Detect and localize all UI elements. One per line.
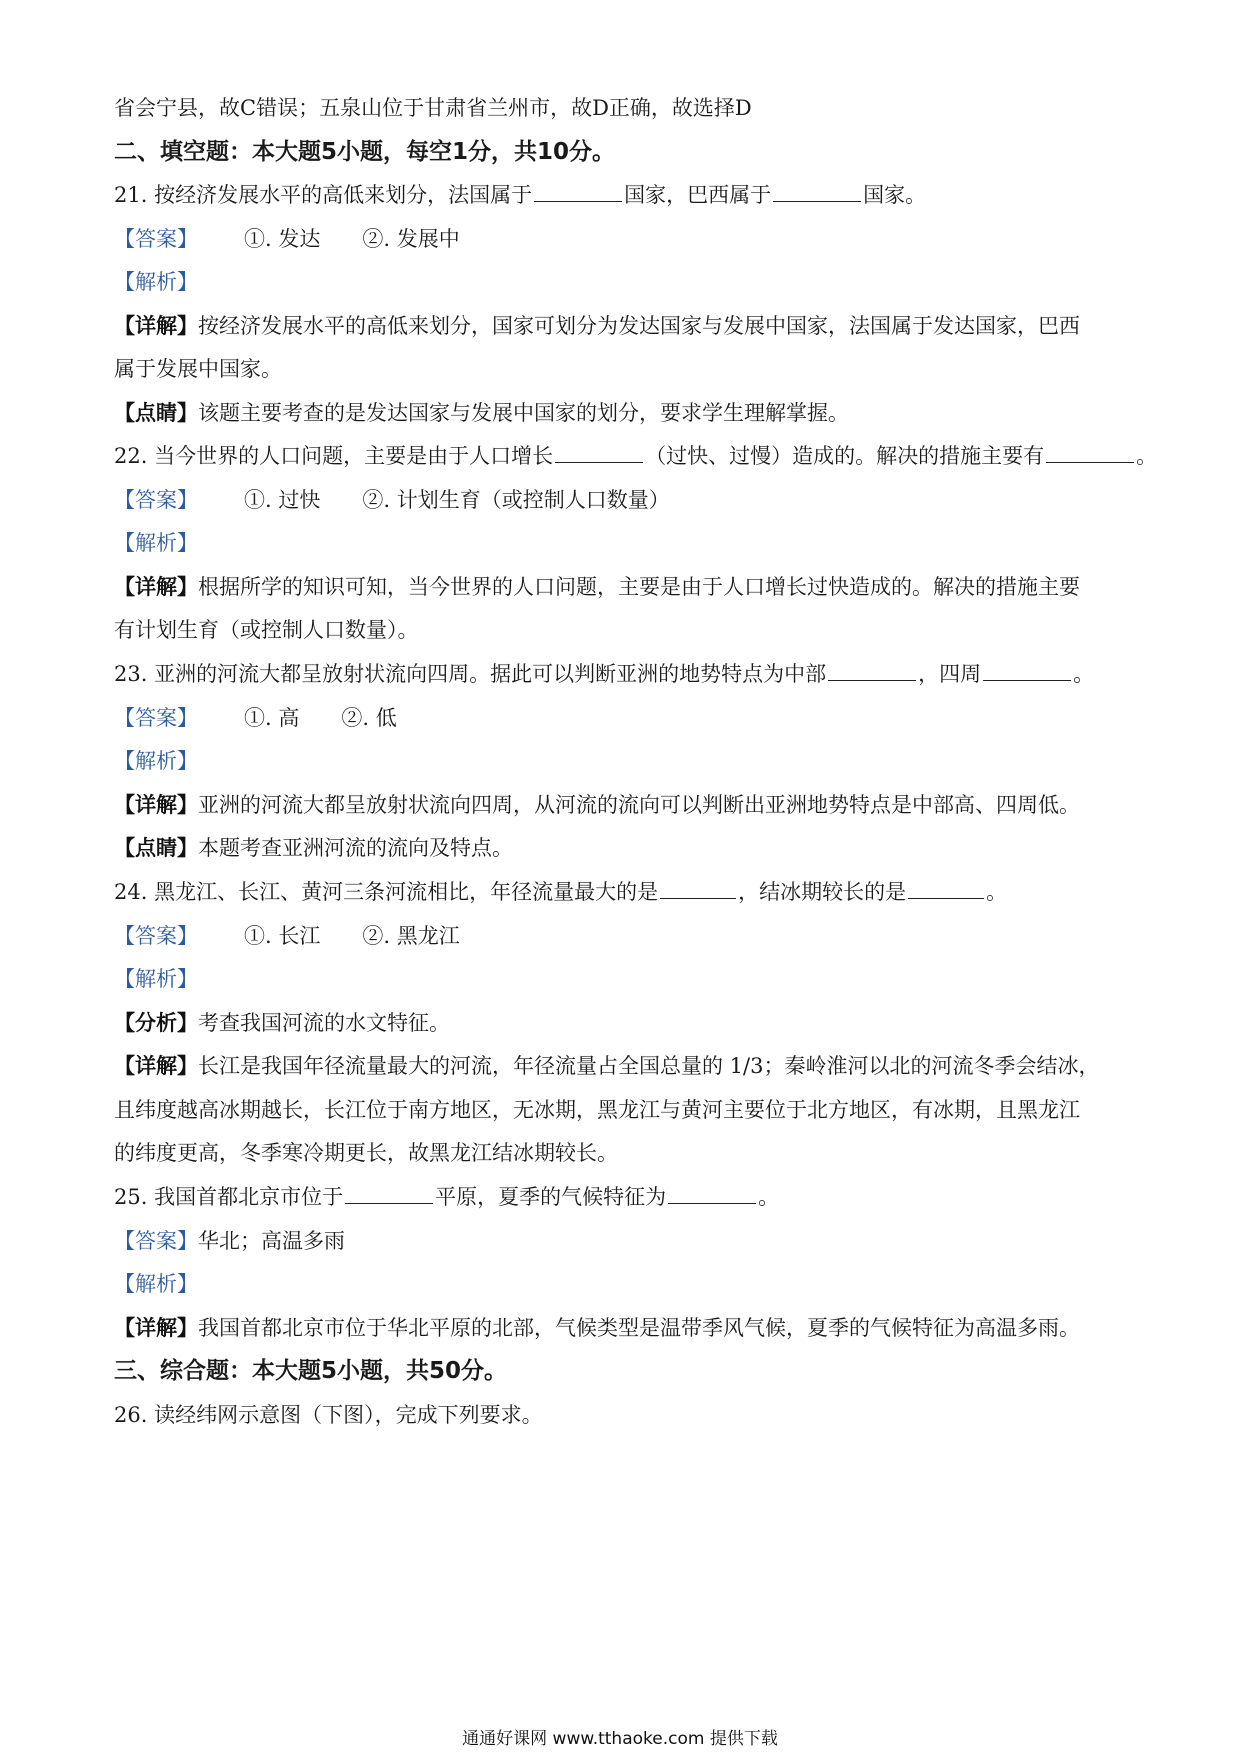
answer-blank [773, 181, 861, 202]
analyze-24: 【分析】考查我国河流的水文特征。 [114, 1010, 450, 1035]
answer-blank [828, 660, 916, 681]
question-25: 25. 我国首都北京市位于 平原，夏季的气候特征为 。 [114, 1185, 780, 1209]
answer-blank [983, 660, 1071, 681]
answer-tag: 【答案】 [114, 924, 198, 948]
analysis-tag: 【解析】 [114, 270, 198, 294]
answer-blank [555, 442, 643, 463]
answer-23: 【答案】 ①. 高 ②. 低 [114, 706, 397, 730]
question-22: 22. 当今世界的人口问题，主要是由于人口增长 （过快、过慢）造成的。解决的措施主要有 。 [114, 444, 1158, 468]
footer-source: 通通好课网 www.tthaoke.com 提供下载 [462, 1729, 778, 1749]
section-heading-fill-blank: 二、填空题：本大题5小题，每空1分，共10分。 [114, 139, 616, 165]
analysis-tag: 【解析】 [114, 749, 198, 773]
continued-text: 省会宁县，故C错误；五泉山位于甘肃省兰州市，故D正确，故选择D [114, 96, 752, 120]
answer-blank [908, 878, 984, 899]
answer-24: 【答案】 ①. 长江 ②. 黑龙江 [114, 924, 460, 948]
analysis-tag: 【解析】 [114, 967, 198, 991]
answer-25: 【答案】华北；高温多雨 [114, 1229, 345, 1253]
answer-tag: 【答案】 [114, 227, 198, 251]
detail-25: 【详解】我国首都北京市位于华北平原的北部，气候类型是温带季风气候，夏季的气候特征为高温多雨。 [114, 1315, 1080, 1340]
question-21: 21. 按经济发展水平的高低来划分，法国属于 国家，巴西属于 国家。 [114, 183, 927, 207]
detail-22: 【详解】根据所学的知识可知，当今世界的人口问题，主要是由于人口增长过快造成的。解决的措施主要 [114, 574, 1080, 599]
point-21: 【点睛】该题主要考查的是发达国家与发展中国家的划分，要求学生理解掌握。 [114, 400, 849, 425]
detail-21: 【详解】按经济发展水平的高低来划分，国家可划分为发达国家与发展中国家，法国属于发达国家，巴西 [114, 313, 1080, 338]
question-24: 24. 黑龙江、长江、黄河三条河流相比，年径流量最大的是 ，结冰期较长的是 。 [114, 880, 1008, 904]
answer-21: 【答案】 ①. 发达 ②. 发展中 [114, 227, 460, 251]
question-26: 26. 读经纬网示意图（下图），完成下列要求。 [114, 1403, 543, 1427]
detail-22-cont: 有计划生育（或控制人口数量）。 [114, 618, 419, 642]
answer-blank [660, 878, 736, 899]
detail-24-cont: 且纬度越高冰期越长，长江位于南方地区，无冰期，黑龙江与黄河主要位于北方地区，有冰期，且黑龙江 [114, 1098, 1080, 1122]
analysis-tag: 【解析】 [114, 1272, 198, 1296]
answer-blank [1046, 442, 1134, 463]
answer-tag: 【答案】 [114, 488, 198, 512]
section-heading-comprehensive: 三、综合题：本大题5小题，共50分。 [114, 1358, 508, 1384]
detail-24: 【详解】长江是我国年径流量最大的河流，年径流量占全国总量的 1/3；秦岭淮河以北的河流冬季会结冰， [114, 1053, 1100, 1078]
point-23: 【点睛】本题考查亚洲河流的流向及特点。 [114, 835, 513, 860]
answer-blank [668, 1183, 756, 1204]
analysis-tag: 【解析】 [114, 531, 198, 555]
answer-blank [345, 1183, 433, 1204]
answer-blank [534, 181, 622, 202]
detail-24-cont2: 的纬度更高，冬季寒冷期更长，故黑龙江结冰期较长。 [114, 1141, 618, 1165]
detail-23: 【详解】亚洲的河流大都呈放射状流向四周，从河流的流向可以判断出亚洲地势特点是中部高、四周低。 [114, 792, 1080, 817]
answer-22: 【答案】 ①. 过快 ②. 计划生育（或控制人口数量） [114, 488, 670, 512]
detail-21-cont: 属于发展中国家。 [114, 357, 282, 381]
answer-tag: 【答案】 [114, 706, 198, 730]
question-23: 23. 亚洲的河流大都呈放射状流向四周。据此可以判断亚洲的地势特点为中部 ，四周 。 [114, 662, 1095, 686]
answer-tag: 【答案】 [114, 1229, 198, 1253]
